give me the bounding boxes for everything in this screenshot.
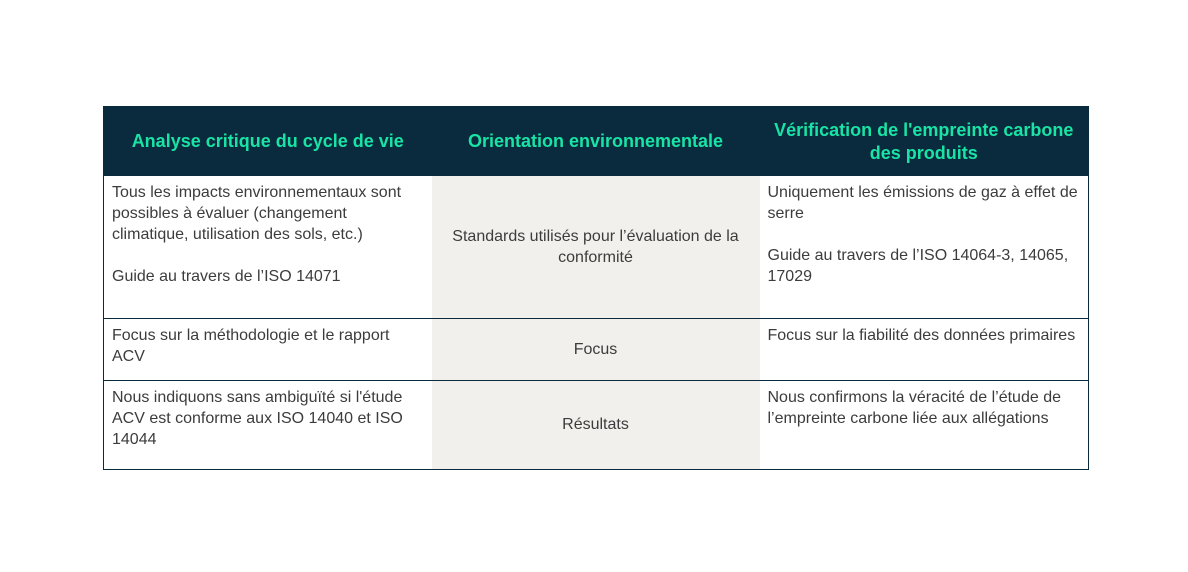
cell-lca-scope [104,176,432,318]
cell-carbon-focus: Focus sur la fiabilité des données primaires [767,326,1076,344]
cell-criterion-standards: Standards utilisés pour l’évaluation de la conformité [432,176,760,318]
table-row [104,176,1089,318]
header-row [104,107,1089,177]
cell-paragraph: Guide au travers de l’ISO 14064-3, 14065, 17029 [767,247,1069,285]
cell-criterion-focus: Focus [432,318,760,380]
cell-carbon-results: Nous confirmons la véracité de l’étude de l’empreinte carbone liée aux allégations [767,388,1061,427]
table-row [104,318,1089,380]
cell-paragraph: Tous les impacts environnementaux sont possibles à évaluer (changement climatique, utilisation des sols, etc.) [112,184,402,243]
cell-paragraph: Uniquement les émissions de gaz à effet de serre [767,184,1078,222]
table-header [104,107,1089,177]
cell-criterion-results: Résultats [432,380,760,469]
cell-lca-focus: Focus sur la méthodologie et le rapport ACV [112,326,390,365]
header-carbon-footprint-verification: Vérification de l'empreinte carbone des produits [760,107,1089,177]
cell-carbon-scope [760,176,1089,318]
cell-paragraph: Guide au travers de l’ISO 14071 [112,268,341,285]
cell-lca-results: Nous indiquons sans ambiguïté si l'étude ACV est conforme aux ISO 14040 et ISO 14044 [112,388,403,448]
header-environmental-orientation: Orientation environnementale [432,107,760,177]
header-lca-critical-review: Analyse critique du cycle de vie [104,107,432,177]
table-row [104,380,1089,469]
comparison-table [103,106,1089,470]
table-body [104,176,1089,469]
